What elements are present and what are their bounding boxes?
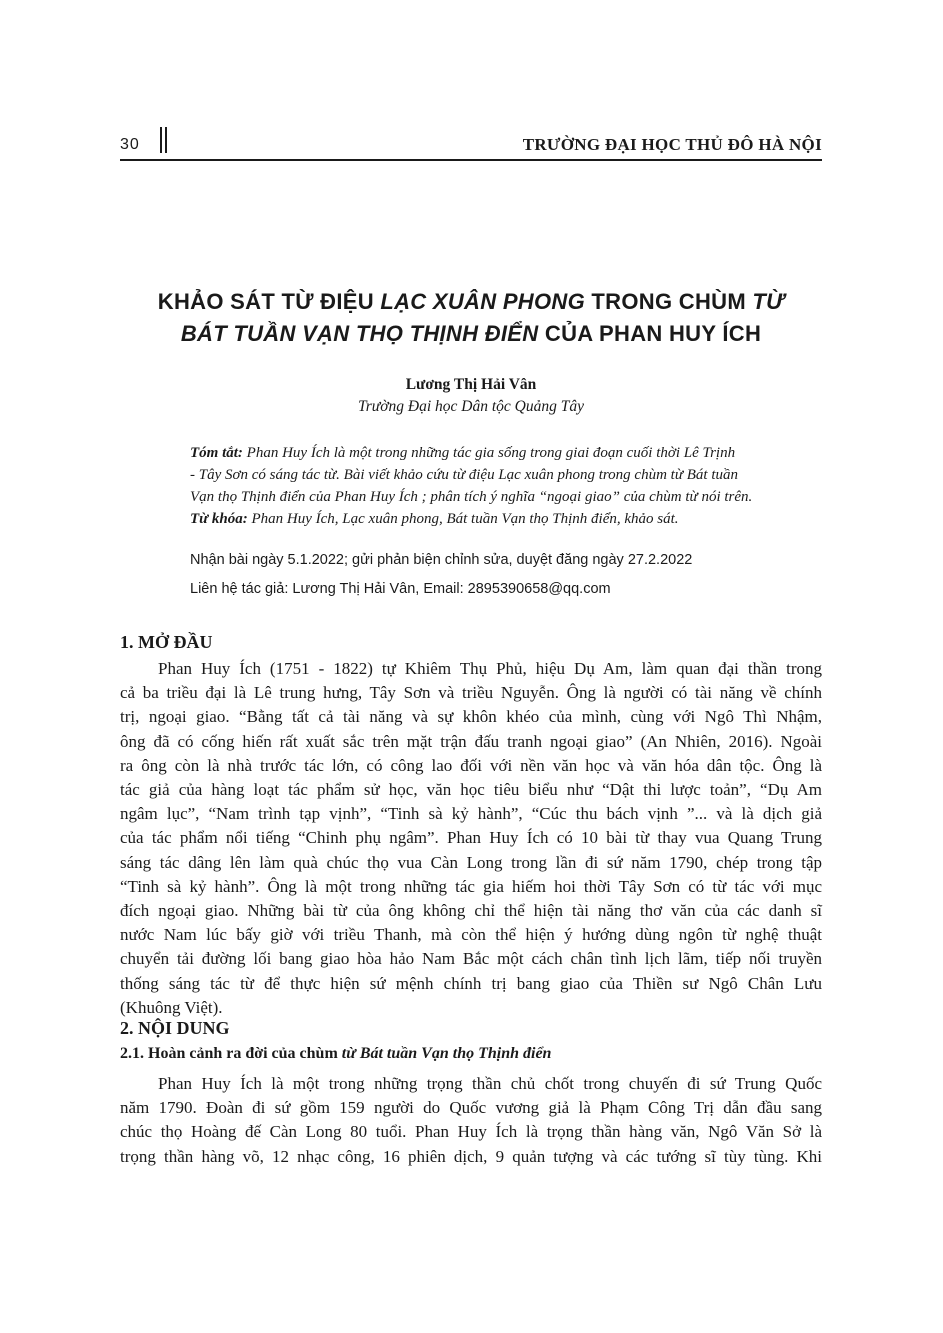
author-contact: Liên hệ tác giả: Lương Thị Hải Vân, Email: 2895390658@qq.com [190, 581, 611, 597]
paragraph-line: sáng tác dâng lên làm quà chúc thọ vua Càn Long trong lần đi sứ năm 1790, chép trong tập [120, 852, 822, 872]
article-title [120, 286, 822, 350]
paragraph-line: nước Nam lúc bấy giờ với triều Thanh, mà còn thể hiện ý hướng dùng ngôn từ nghệ thuật [120, 925, 822, 945]
keywords: Từ khóa: Phan Huy Ích, Lạc xuân phong, Bát tuần Vạn thọ Thịnh điển, khảo sát. [190, 511, 679, 527]
paragraph-line: ông đã có cống hiến rất xuất sắc trên mặt trận đấu tranh ngoại giao” (An Nhiên, 2016). Ngoài [120, 731, 822, 751]
running-header [120, 127, 822, 161]
abstract-label: Tóm tắt: [190, 445, 243, 461]
paragraph-line: của tác phẩm nổi tiếng “Chinh phụ ngâm”. Phan Huy Ích có 10 bài từ thay vua Quang Trung [120, 828, 822, 848]
header-double-bar [160, 127, 168, 153]
section-2-body [120, 1072, 822, 1169]
paragraph-line: Phan Huy Ích là một trong những trọng thần chủ chốt trong chuyến đi sứ Trung Quốc [158, 1074, 822, 1093]
journal-name: TRƯỜNG ĐẠI HỌC THỦ ĐÔ HÀ NỘI [522, 135, 822, 154]
paragraph-line: ngâm lục”, “Nam trình tạp vịnh”, “Tinh sà kỷ hành”, “Cúc thu bách vịnh ”... và là dịch giả [120, 804, 822, 824]
paragraph-line: chuyển tải đường lối bang giao hòa hảo Nam Bắc một cách chân tình lịch lãm, tiếp nối truyền [120, 949, 822, 969]
paragraph-line: chúc thọ Hoàng đế Càn Long 80 tuổi. Phan Huy Ích là trọng thần hàng văn, Ngô Văn Sở là [120, 1122, 822, 1142]
paragraph-line: (Khuông Việt). [120, 997, 223, 1017]
paragraph-line: năm 1790. Đoàn đi sứ gồm 159 người do Quốc vương giả là Phạm Công Trị dẫn đầu sang [120, 1098, 822, 1118]
paragraph-line: trị, ngoại giao. “Bằng tất cả tài năng và sự khôn khéo của mình, cùng với Ngô Thì Nhậm, [120, 707, 822, 727]
paragraph-line: đích ngoại giao. Những bài từ của ông không chỉ thể hiện tài năng thơ văn của các danh sĩ [120, 901, 822, 921]
page-number: 30 [120, 136, 140, 153]
title-line-1: KHẢO SÁT TỪ ĐIỆU LẠC XUÂN PHONG TRONG CHÙM TỪ [157, 289, 785, 314]
paragraph-line: trọng thần hàng võ, 12 nhạc công, 16 phiên dịch, 9 quản tượng và các tướng sĩ tùy tùng. Khi [120, 1146, 822, 1166]
received-date: Nhận bài ngày 5.1.2022; gửi phản biện chỉnh sửa, duyệt đăng ngày 27.2.2022 [190, 552, 693, 568]
section-1-heading: 1. MỞ ĐẦU [120, 632, 213, 652]
author-affiliation: Trường Đại học Dân tộc Quảng Tây [358, 398, 584, 415]
paragraph-line: “Tinh sà kỷ hành”. Ông là một trong những tác gia hiếm hoi thời Tây Sơn có từ tác với mục [120, 876, 822, 896]
paragraph-line: Phan Huy Ích (1751 - 1822) tự Khiêm Thụ Phủ, hiệu Dụ Am, làm quan đại thần trong [158, 659, 822, 678]
abstract [190, 442, 822, 530]
paragraph-line: ra ông còn là nhà trước tác lớn, có công lao đối với nền văn học và văn hóa dân tộc. Ông là [120, 755, 822, 775]
paragraph-line: thống sáng tác từ để thực hiện sứ mệnh chính trị bang giao của Thiền sư Ngô Chân Lưu [120, 973, 822, 993]
paragraph-line: tác giả của hàng loạt tác phẩm sử học, văn học tiêu biểu như “Dật thi lược toản”, “Dụ Am [120, 780, 822, 800]
author-name: Lương Thị Hải Vân [405, 376, 537, 393]
section-2-heading: 2. NỘI DUNG [120, 1018, 230, 1038]
abstract-line-3: Vạn thọ Thịnh điển của Phan Huy Ích ; phân tích ý nghĩa “ngoại giao” của chùm từ nói trên. [190, 489, 753, 505]
paragraph-line: cả ba triều đại là Lê trung hưng, Tây Sơn và triều Nguyễn. Ông là người có tài năng về chính [120, 683, 822, 703]
abstract-line-1: Tóm tắt: Phan Huy Ích là một trong những tác gia sống trong giai đoạn cuối thời Lê Trịnh [190, 445, 736, 461]
section-1-body [120, 657, 822, 1020]
header-rule [120, 159, 822, 161]
title-line-2: BÁT TUẦN VẠN THỌ THỊNH ĐIỂN CỦA PHAN HUY ÍCH [180, 321, 762, 346]
keywords-label: Từ khóa: [190, 511, 248, 527]
subsection-2-1-heading: 2.1. Hoàn cảnh ra đời của chùm từ Bát tuần Vạn thọ Thịnh điển [120, 1045, 552, 1062]
abstract-line-2: - Tây Sơn có sáng tác từ. Bài viết khảo cứu từ điệu Lạc xuân phong trong chùm từ Bát tuần [190, 467, 739, 483]
